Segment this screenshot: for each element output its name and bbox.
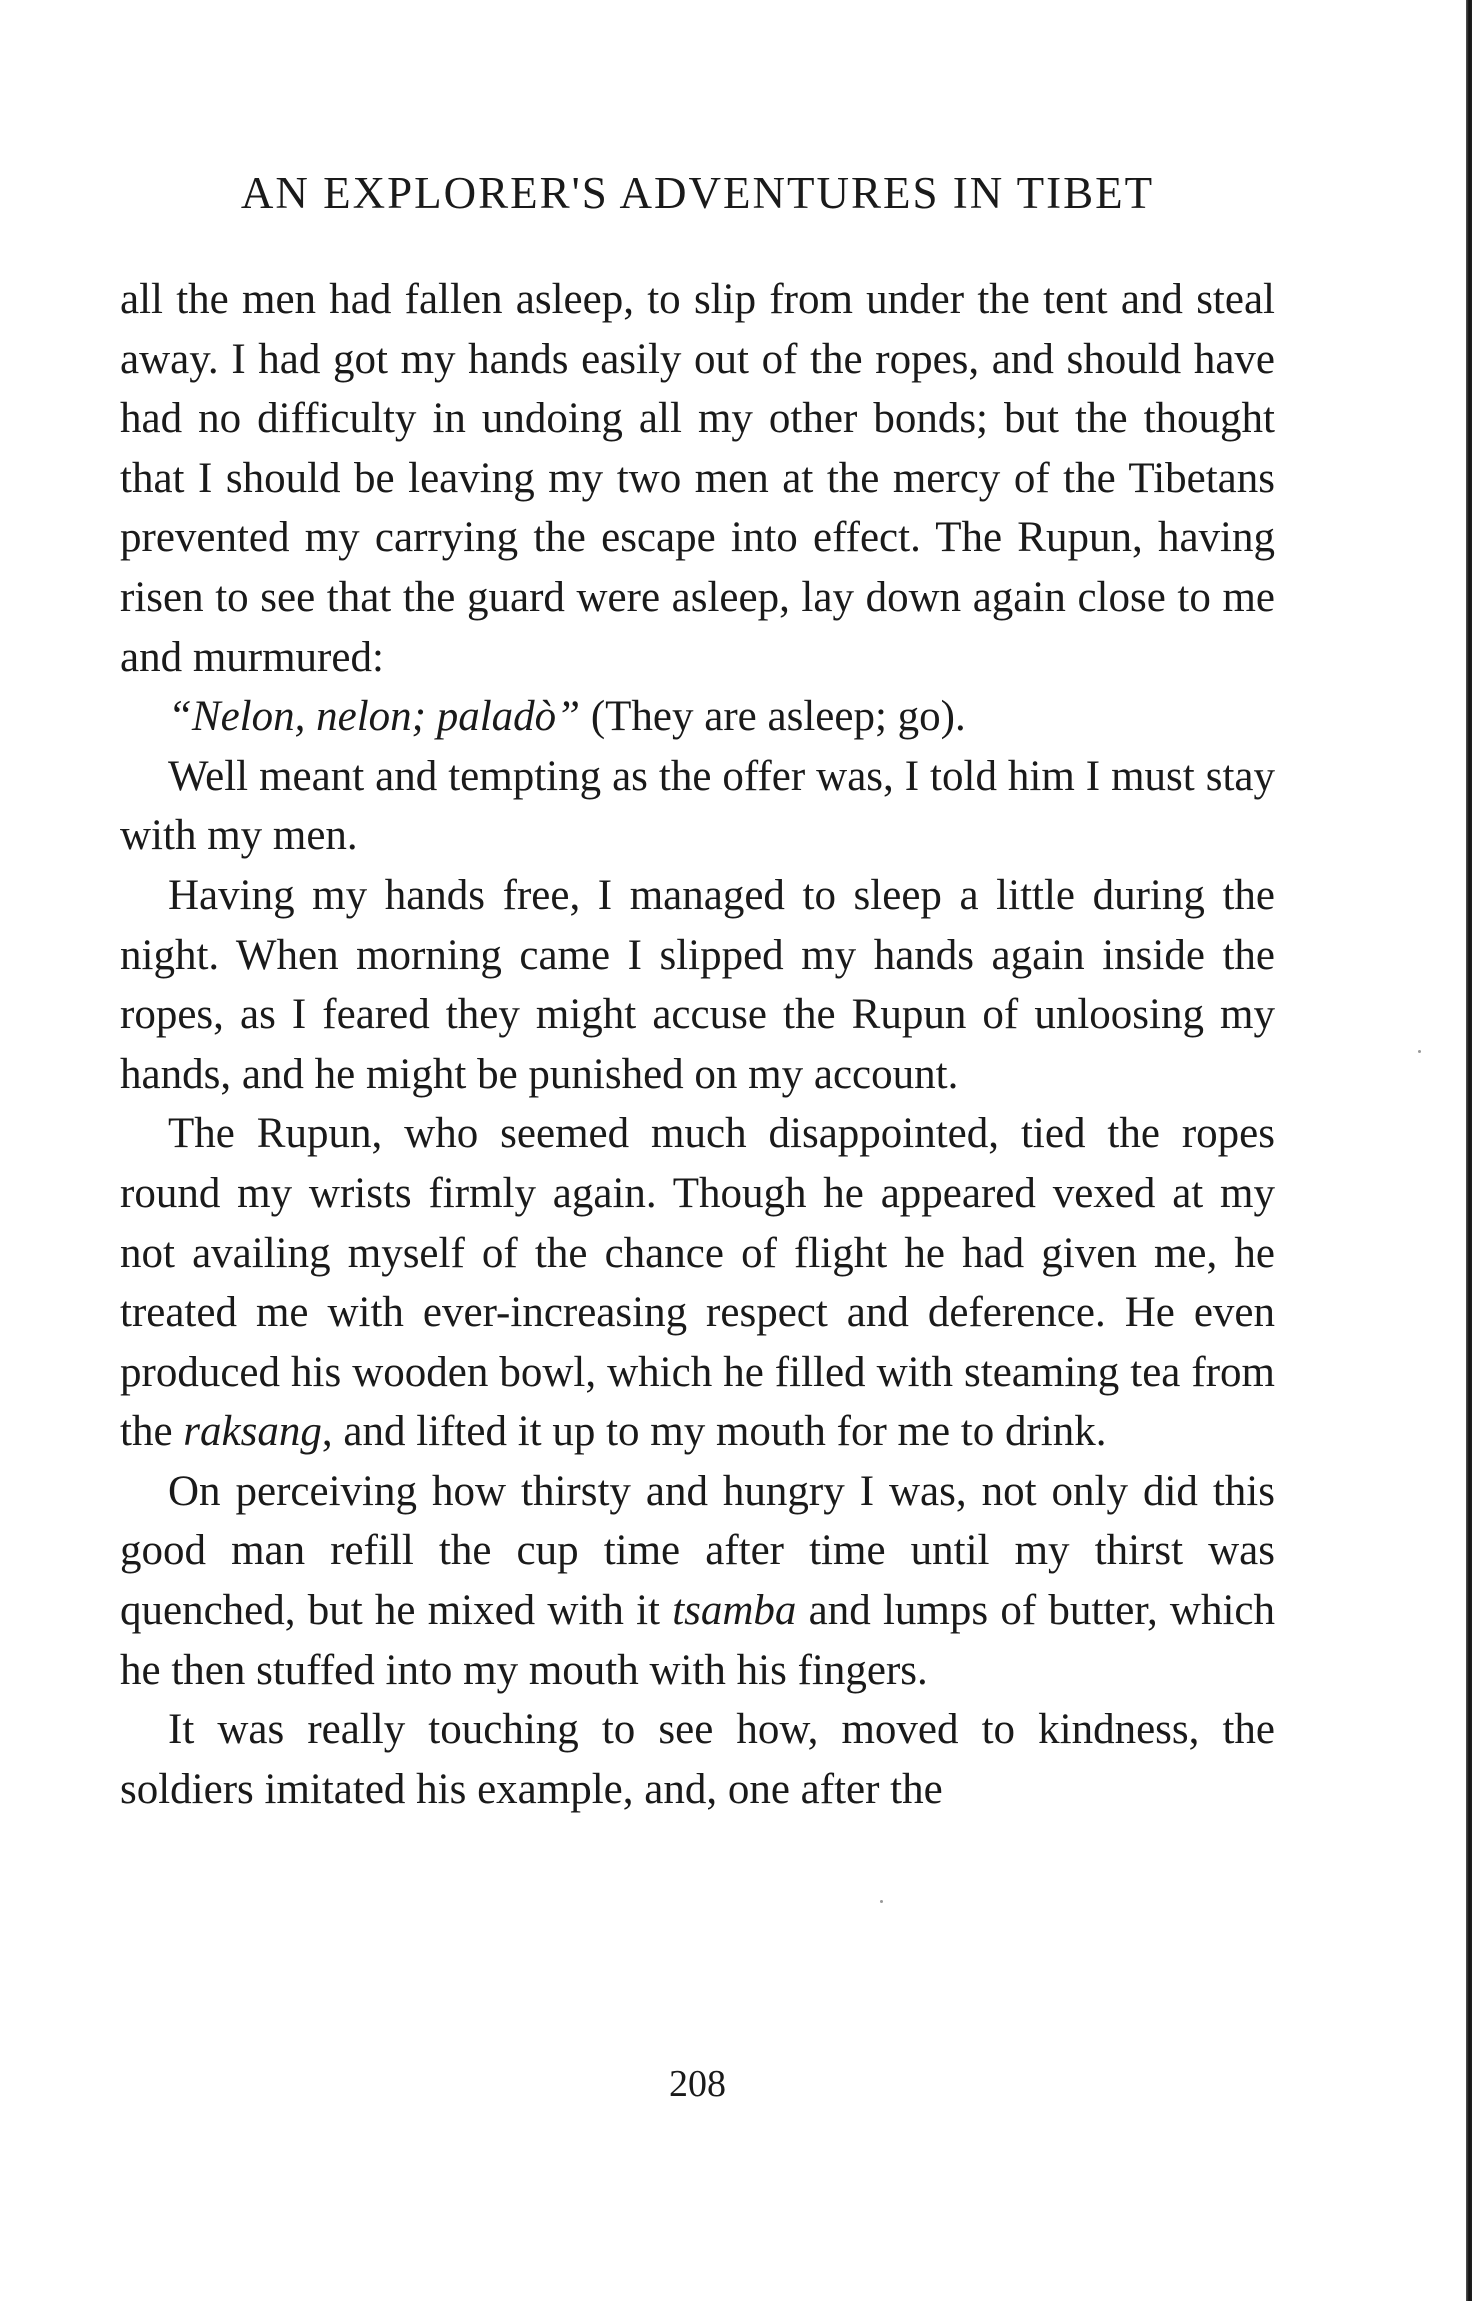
- paragraph: [120, 1104, 1275, 1462]
- page-edge-line: [1466, 0, 1472, 2301]
- italic-term: tsamba: [672, 1587, 797, 1635]
- page-edge: [1466, 0, 1476, 2301]
- paragraph-text: , and lifted it up to my mouth for me to drink.: [321, 1408, 1107, 1456]
- paragraph: Having my hands free, I managed to sleep a little during the night. When morning came I slipped my hands again inside the ropes, as I feared they might accuse the Rupun of unloosing my hands, and he might be punished on my account.: [120, 871, 1275, 1098]
- paragraph-text: On perceiving how thirsty and hungry I was, not only did this good man refill the cup time after time until my thirst was quenched, but he mixed with it: [120, 1467, 1275, 1635]
- quote-translation: (They are asleep; go).: [580, 693, 966, 741]
- paper-speck: [880, 1900, 883, 1903]
- paragraph: It was really touching to see how, moved to kindness, the soldiers imitated his example, and, one after the: [120, 1706, 1275, 1813]
- paragraph-continued: all the men had fallen asleep, to slip from under the tent and steal away. I had got my hands easily out of the ropes, and should have had no difficulty in undoing all my other bonds; but the thought that I should be leaving my two men at the mercy of the Tibetans prevented my carrying the escape into effect. The Rupun, having risen to see that the guard were asleep, lay down again close to me and murmured:: [120, 276, 1275, 681]
- italic-term: raksang: [183, 1408, 322, 1456]
- running-head: AN EXPLORER'S ADVENTURES IN TIBET: [240, 168, 1155, 218]
- paragraph: [120, 1462, 1275, 1700]
- tibetan-quote: “Nelon, nelon; paladò”: [168, 693, 581, 741]
- paper-speck: [1418, 1050, 1421, 1053]
- body-text: [120, 270, 1275, 1819]
- paragraph-text: and lumps of butter, which he then stuffed into my mouth with his fingers.: [120, 1587, 1275, 1694]
- paragraph-text: The Rupun, who seemed much disappointed, tied the ropes round my wrists firmly again. Though he appeared vexed at my not availing myself of the chance of flight he had given me, he treated me with ever-increasing respect and deference. He even produced his wooden bowl, which he filled with steaming tea from the: [120, 1110, 1275, 1456]
- page-number: 208: [669, 2063, 726, 2105]
- paragraph: Well meant and tempting as the offer was, I told him I must stay with my men.: [120, 752, 1275, 860]
- paragraph-quote: [120, 687, 1275, 747]
